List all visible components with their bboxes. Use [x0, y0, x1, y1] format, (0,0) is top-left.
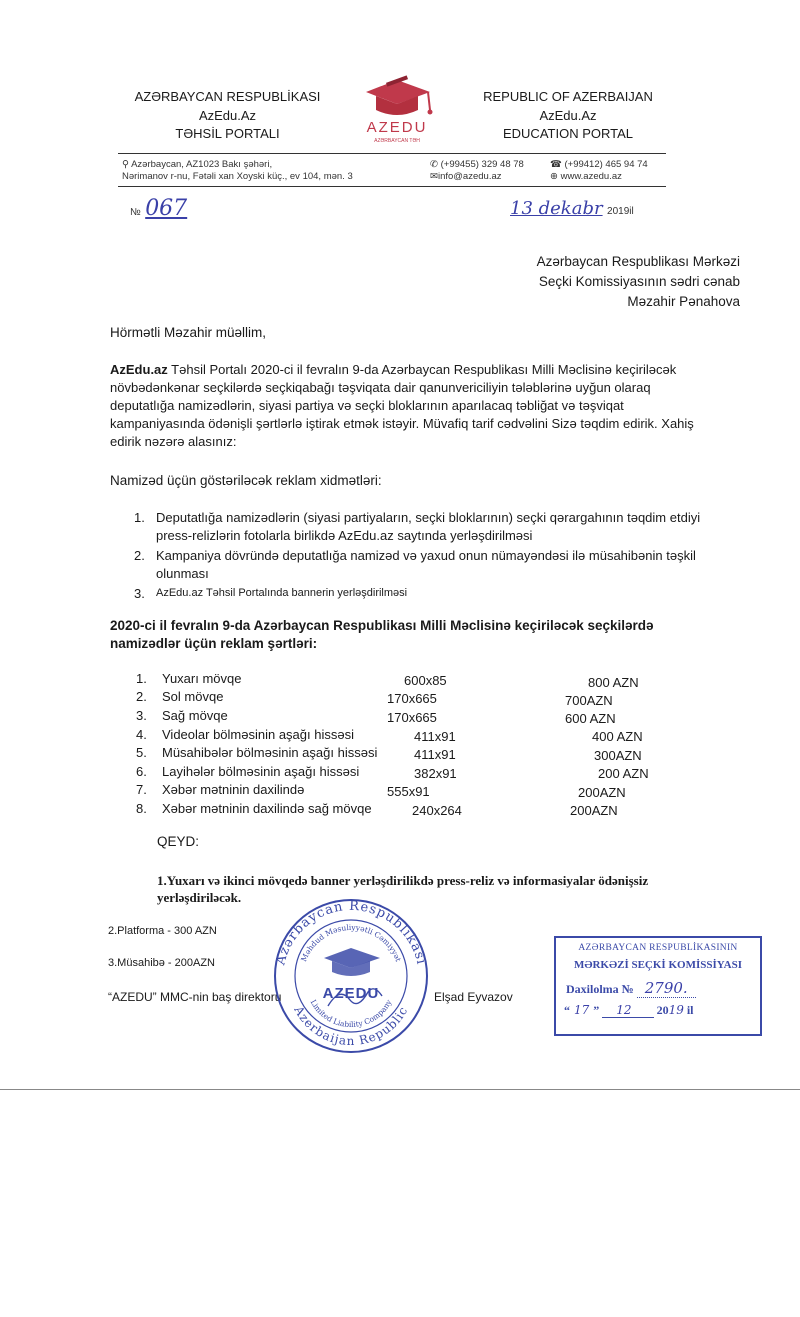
price-size: 170x665	[387, 710, 437, 725]
stamp-top-text: Azərbaycan Respublikası	[273, 898, 429, 967]
price-amount: 700AZN	[565, 693, 613, 708]
body-text: Təhsil Portalı 2020-ci il fevralın 9-da Azərbaycan Respublikası Milli Məclisinə keçiriləcək növbədənkənar seçkilərdə seçkiqabağı təşviqata dair qanunvericiliyin tələblərinə uyğun olaraq deputatlığa namizədlərin, siyasi partiya və seçki bloklarının aparılacaq təbliğat və təşviqat kampaniyasında ödənişli şərtlərlə iştirak etmək istəyir. Müvafiq tarif cədvəlini Sizə təqdim edirik. Xahiş edirik nəzərə alasınız:	[110, 362, 694, 449]
price-size: 382x91	[414, 766, 457, 781]
price-amount: 200AZN	[570, 803, 618, 818]
azedu-logo	[350, 74, 445, 146]
service-num: 2.	[134, 548, 145, 563]
stamp-cap-icon	[324, 948, 380, 976]
header-left-line3: TƏHSİL PORTALI	[175, 126, 280, 141]
company-round-stamp	[268, 896, 434, 1054]
address-line1: Azərbaycan, AZ1023 Bakı şəhəri,	[131, 159, 273, 170]
phone-office: (+99412) 465 94 74	[564, 159, 648, 170]
header-right	[462, 88, 674, 144]
service-num: 1.	[134, 510, 145, 525]
box-stamp-number: 2790.	[637, 979, 696, 998]
service-item-1	[110, 509, 710, 544]
box-stamp-year: 19	[668, 1003, 684, 1017]
addressee-line3: Məzahir Pənahova	[627, 294, 740, 309]
location-pin-icon: ⚲	[122, 159, 129, 170]
date-year: 2019	[607, 206, 630, 217]
note-text: 1.Yuxarı və ikinci mövqedə banner yerləşdirilikdə press-reliz və informasiyalar ödənişsiz yerləşdiriləcək.	[157, 873, 649, 905]
date-year-suffix: il	[629, 206, 634, 217]
box-stamp-day: 17	[574, 1003, 590, 1017]
price-amount: 600 AZN	[565, 711, 616, 726]
addressee-line2: Seçki Komissiyasının sədri cənab	[538, 274, 740, 289]
body-paragraph	[110, 361, 695, 451]
service-text: Kampaniya dövründə deputatlığa namizəd və yaxud onun nümayəndəsi ilə müsahibənin təşkil olunması	[156, 548, 696, 581]
price-size: 555x91	[387, 784, 430, 799]
box-stamp-year-suffix: il	[686, 1003, 694, 1017]
service-item-2	[110, 547, 710, 582]
addressee-block	[440, 252, 740, 312]
header-top-rule	[118, 153, 666, 154]
graduation-cap-icon	[366, 75, 433, 115]
greeting: Hörmətli Məzahir müəllim,	[110, 325, 267, 340]
price-name: Xəbər mətninin daxilində sağ mövqe	[162, 801, 372, 816]
extra-musahibe: 3.Müsahibə - 200AZN	[108, 957, 215, 969]
price-amount: 400 AZN	[592, 729, 643, 744]
page-bottom-edge	[0, 1089, 800, 1090]
addressee-line1: Azərbaycan Respublikası Mərkəzi	[536, 254, 740, 269]
service-text: Deputatlığa namizədlərin (siyasi partiyaların, seçki bloklarının) seçki qərargahının təqdim etdiyi press-relizlərin fotolarla birlikdə AzEdu.az saytında yerləşdirilməsi	[156, 510, 701, 543]
number-handwritten: 067	[145, 196, 188, 221]
address-line2: Nərimanov r-nu, Fətəli xan Xoyski küç., ev 104, mən. 3	[122, 171, 353, 182]
header-right-line2: AzEdu.Az	[539, 107, 597, 123]
price-name: Videolar bölməsinin aşağı hissəsi	[162, 727, 354, 742]
price-num: 8.	[136, 801, 147, 816]
stamp-inner-bottom: Limited Liability Company	[308, 998, 394, 1030]
price-num: 3.	[136, 708, 147, 723]
header-left-line2: AzEdu.Az	[198, 107, 257, 123]
note-heading: QEYD:	[157, 834, 200, 849]
box-stamp-entry	[566, 979, 760, 997]
address-block	[122, 159, 353, 183]
price-amount: 300AZN	[594, 748, 642, 763]
price-name: Xəbər mətninin daxilində	[162, 782, 305, 797]
phone-mobile: (+99455) 329 48 78	[440, 159, 524, 170]
box-stamp-date: “ 17 ” 12 2019 il	[564, 1003, 694, 1017]
extra-platforma: 2.Platforma - 300 AZN	[108, 925, 217, 937]
services-list	[110, 509, 710, 606]
stamp-inner-text: Məhdud Məsuliyyətli Cəmiyyət	[299, 922, 403, 963]
conditions-heading: 2020-ci il fevralın 9-da Azərbaycan Respublikası Milli Məclisinə keçiriləcək seçkilərdə namizədlər üçün reklam şərtləri:	[110, 618, 654, 651]
logo-sub: AZƏRBAYCAN TƏH	[374, 138, 420, 144]
price-amount: 200AZN	[578, 785, 626, 800]
services-heading: Namizəd üçün göstəriləcək reklam xidmətləri:	[110, 473, 382, 488]
price-num: 2.	[136, 689, 147, 704]
price-num: 1.	[136, 671, 147, 686]
stamp-bottom-text: Azerbaijan Republic	[291, 1003, 411, 1049]
price-name: Yuxarı mövqe	[162, 671, 242, 686]
number-label: №	[130, 207, 141, 218]
header-left-line1: AZƏRBAYCAN RESPUBLİKASI	[134, 89, 321, 104]
header-left	[120, 88, 335, 144]
telephone-icon: ☎	[550, 159, 562, 170]
email-address: info@azedu.az	[437, 171, 502, 182]
price-num: 4.	[136, 727, 147, 742]
price-amount: 200 AZN	[598, 766, 649, 781]
service-item-3	[110, 585, 710, 603]
header-bottom-rule	[118, 186, 666, 187]
price-size: 240x264	[412, 803, 462, 818]
price-size: 411x91	[414, 729, 456, 744]
website-address: www.azedu.az	[560, 171, 622, 182]
price-size: 411x91	[414, 747, 456, 762]
box-stamp-year-prefix: 20	[656, 1003, 669, 1017]
box-stamp-month: 12	[602, 1003, 653, 1018]
contact-block-2	[550, 159, 648, 183]
price-num: 7.	[136, 782, 147, 797]
phone-icon: ✆	[430, 159, 438, 170]
signatory-title: “AZEDU” MMC-nin baş direktoru	[108, 990, 282, 1004]
price-size: 600x85	[404, 673, 447, 688]
body-bold-site: AzEdu.az	[110, 362, 168, 377]
logo-text: AZEDU	[366, 119, 428, 136]
header-right-line1: REPUBLIC OF AZERBAIJAN	[483, 89, 653, 104]
box-stamp-line1: AZƏRBAYCAN RESPUBLİKASININ	[578, 943, 738, 953]
document-number	[130, 196, 187, 221]
price-size: 170x665	[387, 691, 437, 706]
price-name: Layihələr bölməsinin aşağı hissəsi	[162, 764, 360, 779]
globe-icon: ⊕	[550, 171, 558, 182]
service-text: AzEdu.az Təhsil Portalında bannerin yerləşdirilməsi	[156, 587, 408, 599]
mail-icon: ✉	[430, 171, 438, 182]
contact-block-1	[430, 159, 524, 183]
price-name: Müsahibələr bölməsinin aşağı hissəsi	[162, 745, 378, 760]
document-date	[510, 198, 634, 219]
service-num: 3.	[134, 586, 145, 601]
stamp-center-text: AZEDU	[322, 985, 380, 1002]
header-right-line3: EDUCATION PORTAL	[502, 126, 634, 141]
price-name: Sol mövqe	[162, 689, 224, 704]
date-handwritten: 13 dekabr	[510, 198, 603, 219]
price-table	[0, 671, 800, 821]
price-num: 5.	[136, 745, 147, 760]
price-name: Sağ mövqe	[162, 708, 228, 723]
box-stamp-line2: MƏRKƏZİ SEÇKİ KOMİSSİYASI	[573, 959, 743, 971]
registration-box-stamp	[554, 936, 762, 1036]
box-stamp-label: Daxilolma №	[566, 982, 634, 996]
price-amount: 800 AZN	[588, 675, 639, 690]
price-num: 6.	[136, 764, 147, 779]
signatory-name: Elşad Eyvazov	[434, 990, 513, 1004]
